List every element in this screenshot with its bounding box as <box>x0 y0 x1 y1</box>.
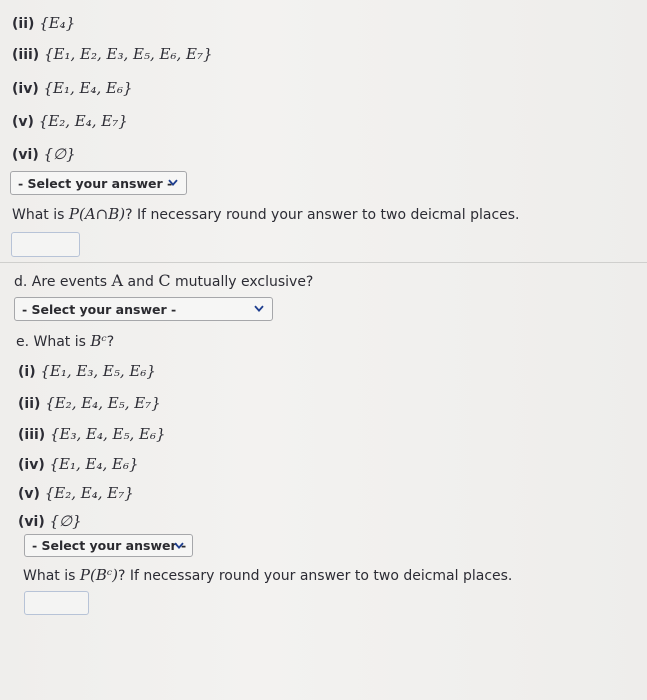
option-label: (iv) <box>12 81 39 97</box>
question-text: d. Are events <box>14 274 112 290</box>
option-e-v <box>18 484 134 502</box>
question-math: Bᶜ <box>90 332 107 350</box>
answer-select-c[interactable] <box>10 171 187 195</box>
option-e-iii <box>18 425 166 443</box>
question-text: and <box>123 274 159 290</box>
option-label: (ii) <box>18 396 41 412</box>
option-set: {E₁, E₄, E₆} <box>43 79 133 97</box>
answer-select-d[interactable] <box>14 297 273 321</box>
question-p-b-complement <box>23 566 512 584</box>
option-label: (vi) <box>18 514 45 530</box>
option-e-vi <box>18 512 82 530</box>
option-e-ii <box>18 394 161 412</box>
option-label: (iii) <box>18 427 46 443</box>
question-text: e. What is <box>16 334 91 350</box>
option-c-v <box>12 112 128 130</box>
question-math: P(Bᶜ) <box>79 566 118 584</box>
question-text: mutually exclusive? <box>170 274 314 290</box>
option-set: {∅} <box>43 145 76 163</box>
question-text: ? If necessary round your answer to two deicmal places. <box>125 207 520 223</box>
option-set: {E₃, E₄, E₅, E₆} <box>49 425 166 443</box>
section-divider <box>0 262 647 263</box>
option-label: (ii) <box>12 16 35 32</box>
answer-select-e[interactable] <box>24 534 193 557</box>
option-label: (v) <box>12 114 34 130</box>
option-set: {E₁, E₄, E₆} <box>49 455 139 473</box>
option-c-iii <box>12 45 213 63</box>
option-label: (vi) <box>12 147 39 163</box>
chevron-down-icon <box>254 305 264 312</box>
select-label: - Select your answer - <box>22 301 177 317</box>
option-set: {E₄} <box>39 14 76 32</box>
option-label: (iii) <box>12 47 40 63</box>
answer-input-p-a-and-b[interactable] <box>11 232 80 257</box>
option-label: (iv) <box>18 457 45 473</box>
option-label: (i) <box>18 364 36 380</box>
option-set: {E₁, E₂, E₃, E₅, E₆, E₇} <box>43 45 213 63</box>
option-c-iv <box>12 79 133 97</box>
answer-input-p-b-complement[interactable] <box>24 591 89 615</box>
question-text: ? <box>106 334 115 350</box>
question-text: What is <box>23 568 80 584</box>
question-e <box>16 332 114 350</box>
option-set: {∅} <box>49 512 82 530</box>
option-c-vi <box>12 145 76 163</box>
option-label: (v) <box>18 486 40 502</box>
question-text: What is <box>12 207 69 223</box>
option-set: {E₂, E₄, E₇} <box>38 112 128 130</box>
option-c-ii <box>12 14 75 32</box>
chevron-down-icon <box>174 542 184 549</box>
option-e-i <box>18 362 156 380</box>
question-p-a-and-b <box>12 205 520 223</box>
question-math: P(A∩B) <box>68 205 126 223</box>
event-a: A <box>111 271 124 290</box>
select-label: - Select your answer - <box>32 538 187 553</box>
event-c: C <box>158 271 171 290</box>
question-d <box>14 271 313 290</box>
option-set: {E₂, E₄, E₅, E₇} <box>45 394 161 412</box>
option-set: {E₂, E₄, E₇} <box>44 484 134 502</box>
option-set: {E₁, E₃, E₅, E₆} <box>40 362 156 380</box>
question-text: ? If necessary round your answer to two deicmal places. <box>117 568 513 584</box>
select-label: - Select your answer - <box>18 175 173 191</box>
chevron-down-icon <box>168 179 178 186</box>
option-e-iv <box>18 455 139 473</box>
